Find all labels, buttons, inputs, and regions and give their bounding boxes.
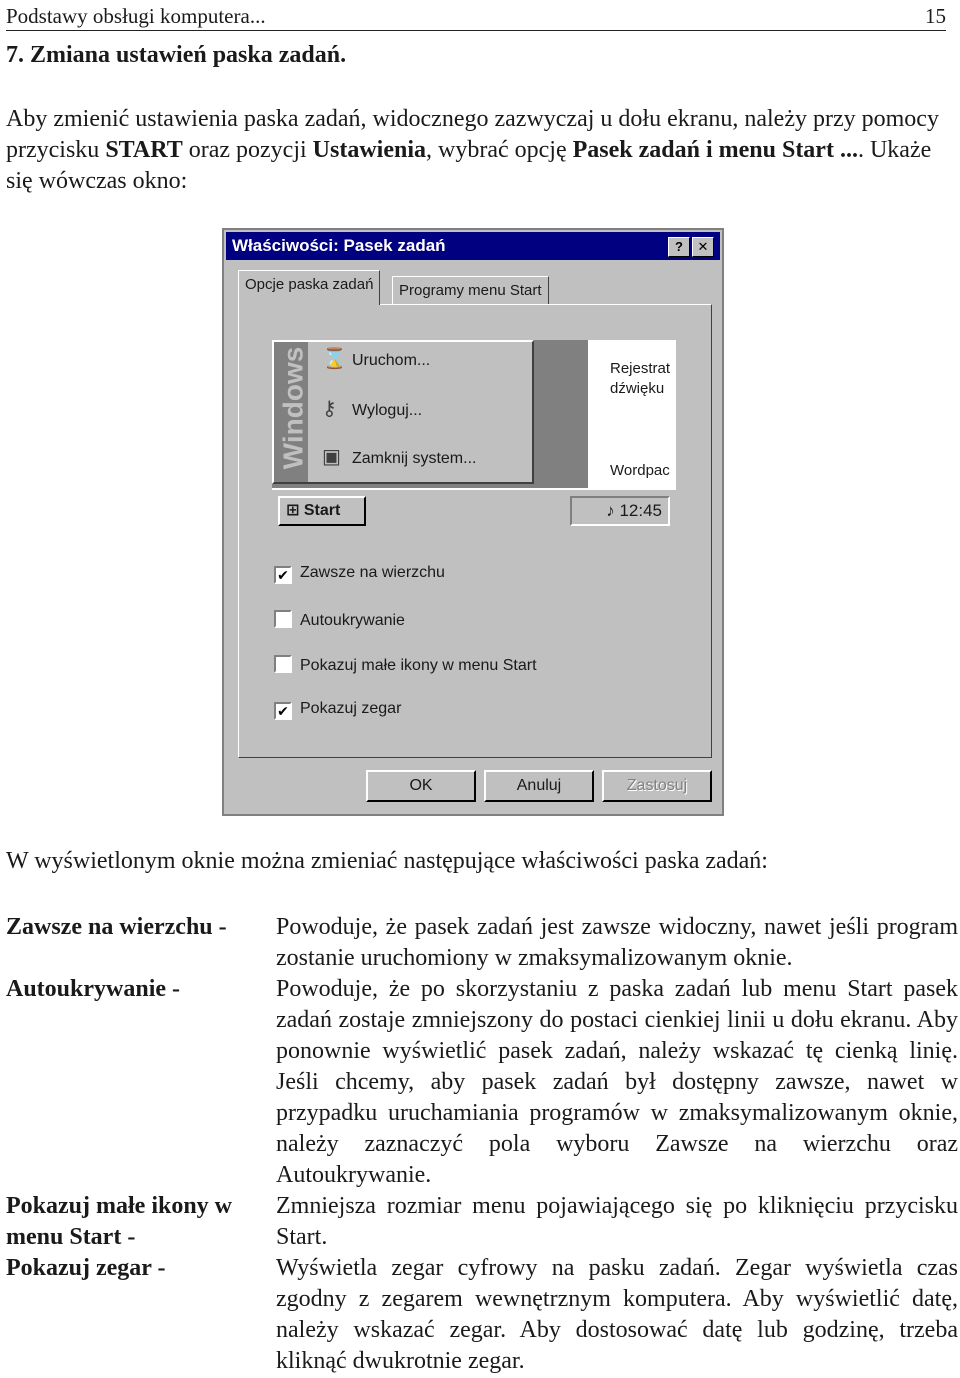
menu-item-shutdown-label: Zamknij system... (352, 450, 477, 467)
intro-text-1: Aby zmienić ustawienia paska zadań, widocznego zazwyczaj u dołu ekranu, należy przy pomocy przycisku (6, 106, 939, 163)
cancel-button[interactable]: Anuluj (484, 770, 594, 802)
intro-text-2: oraz pozycji (182, 137, 313, 163)
intro-text-4: . Ukaże się wówczas okno: (6, 137, 932, 194)
apply-button[interactable]: Zastosuj (602, 770, 712, 802)
checkbox-show-clock-box[interactable]: ✔ (274, 702, 292, 720)
page-number: 15 (925, 4, 946, 28)
properties-intro: W wyświetlonym oknie można zmieniać następujące właściwości paska zadań: (6, 848, 768, 874)
taskbar-properties-dialog (222, 228, 724, 816)
desktop-label-2: dźwięku (610, 380, 665, 397)
checkbox-always-on-top-box[interactable]: ✔ (274, 566, 292, 584)
desc-small-icons: Zmniejsza rozmiar menu pojawiającego się po kliknięciu przycisku Start. (276, 1193, 958, 1250)
intro-text-3: , wybrać opcję (426, 137, 573, 163)
term-small-icons: Pokazuj małe ikony w menu Start - (6, 1193, 233, 1250)
dialog-title: Właściwości: Pasek zadań (232, 236, 446, 255)
desc-always-on-top: Powoduje, że pasek zadań jest zawsze widoczny, nawet jeśli program zostanie uruchomiony w zmaksymalizowanym oknie. (276, 914, 958, 971)
computer-icon: ▣ (322, 446, 341, 468)
system-tray (570, 496, 670, 526)
taskbar-preview (272, 340, 676, 530)
tab-start-menu-programs[interactable]: Programy menu Start (392, 276, 549, 305)
desktop-label-3: Wordpac (610, 462, 670, 479)
windows-logo-icon: ⊞ (286, 502, 304, 519)
tab-taskbar-options[interactable]: Opcje paska zadań (238, 270, 380, 305)
run-icon: ⌛ (322, 348, 347, 370)
dialog-titlebar (226, 232, 720, 260)
intro-bold-start: START (105, 137, 183, 163)
key-icon: ⚷ (322, 398, 337, 420)
section-title: 7. Zmiana ustawień paska zadań. (6, 42, 347, 68)
desktop-preview (588, 340, 676, 498)
intro-paragraph (6, 104, 951, 197)
checkbox-auto-hide-label: Autoukrywanie (300, 612, 405, 629)
menu-item-logoff (322, 394, 422, 424)
desc-auto-hide: Powoduje, że po skorzystaniu z paska zadań lub menu Start pasek zadań zostaje zmniejszony do postaci cienkiej linii u dołu ekranu. Aby ponownie wyświetlić pasek zadań, należy wskazać tę cienką linię. Jeśli chcemy, aby pasek zadań był dostępny zawsze, nawet w przypadku uruchamiania programów w zmaksymalizowanym oknie, należy zaznaczyć pola wyboru Zawsze na wierzchu oraz Autoukrywanie. (276, 976, 958, 1188)
page-header (6, 2, 946, 31)
menu-item-run-label: Uruchom... (352, 352, 431, 369)
ok-button[interactable]: OK (366, 770, 476, 802)
menu-item-run (322, 344, 430, 374)
tray-clock: 12:45 (619, 501, 662, 520)
checkbox-small-icons[interactable] (274, 655, 537, 675)
intro-bold-taskbar: Pasek zadań i menu Start ... (572, 137, 858, 163)
term-always-on-top: Zawsze na wierzchu - (6, 914, 227, 940)
help-button[interactable]: ? (668, 237, 690, 257)
desc-show-clock: Wyświetla zegar cyfrowy na pasku zadań. Zegar wyświetla czas zgodny z zegarem wewnętrznym komputera. Aby wyświetlić datę, należy wskazać zegar. Aby dostosować datę lub godzinę, trzeba kliknąć dwukrotnie zegar. (276, 1255, 958, 1374)
menu-item-shutdown (322, 442, 476, 472)
header-title: Podstawy obsługi komputera... (6, 4, 266, 28)
checkbox-small-icons-label: Pokazuj małe ikony w menu Start (300, 657, 537, 674)
term-show-clock: Pokazuj zegar - (6, 1255, 166, 1281)
checkbox-auto-hide[interactable] (274, 610, 405, 630)
checkbox-show-clock-label: Pokazuj zegar (300, 700, 402, 717)
desktop-label-1: Rejestrat (610, 360, 671, 377)
start-menu-preview (272, 340, 534, 484)
windows-banner (274, 342, 308, 482)
intro-bold-settings: Ustawienia (312, 137, 426, 163)
checkbox-always-on-top[interactable] (274, 564, 445, 584)
term-auto-hide: Autoukrywanie - (6, 976, 181, 1002)
checkbox-small-icons-box[interactable] (274, 655, 292, 673)
start-button-preview (278, 496, 366, 526)
checkbox-always-on-top-label: Zawsze na wierzchu (300, 564, 445, 581)
taskbar-preview-bar (272, 488, 676, 532)
close-button[interactable]: ✕ (692, 237, 714, 257)
windows-banner-text: Windows (277, 346, 309, 470)
speaker-icon: ♪ (606, 501, 620, 520)
checkbox-show-clock[interactable] (274, 700, 401, 720)
menu-item-logoff-label: Wyloguj... (352, 402, 423, 419)
checkbox-auto-hide-box[interactable] (274, 610, 292, 628)
start-label: Start (303, 502, 341, 519)
